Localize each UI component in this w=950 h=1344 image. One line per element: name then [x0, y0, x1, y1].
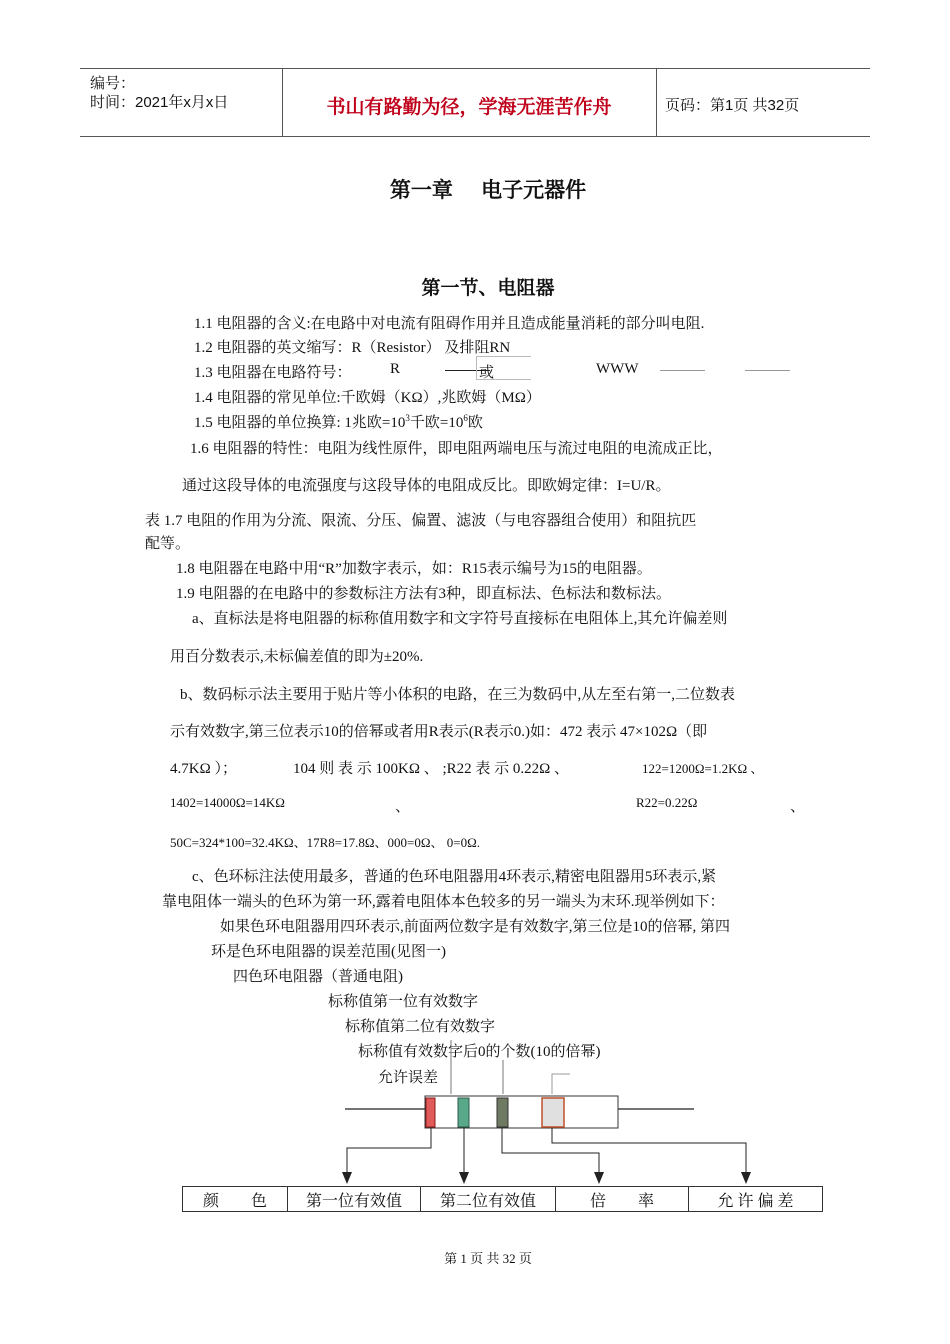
page-footer: 第 1 页 共 32 页 [444, 1251, 532, 1266]
item-1-3-or: 或 [479, 365, 495, 381]
item-1-3-symbol-www: WWW [596, 361, 639, 377]
para-b-line-1: b、数码标示法主要用于贴片等小体积的电路，在三为数码中,从左至右第一,二位数表 [180, 687, 736, 703]
item-1-2: 1.2 电阻器的英文缩写：R（Resistor） 及排阻RN [194, 340, 511, 356]
diagram-label-multiplier: 标称值有效数字后0的个数(10的倍幂) [358, 1044, 601, 1060]
para-b-line-2: 示有效数字,第三位表示10的倍幂或者用R表示(R表示0.)如：472 表示 47×102Ω（即 [170, 724, 708, 740]
item-1-5-exp-2: 6 [463, 413, 468, 423]
diagram-title: 四色环电阻器（普通电阻) [233, 969, 403, 985]
arrow-head-2 [459, 1172, 469, 1184]
diagram-label-first-digit: 标称值第一位有效数字 [328, 994, 479, 1010]
para-b-line-3-c: 122=1200Ω=1.2KΩ 、 [642, 761, 764, 776]
leader-line-3 [552, 1074, 570, 1094]
chapter-title: 第一章 电子元器件 [389, 178, 587, 202]
para-b-line-4-c: R22=0.22Ω [636, 795, 698, 810]
color-band-1 [426, 1098, 435, 1127]
item-1-9: 1.9 电阻器的在电路中的参数标注方法有3种，即直标法、色标法和数标法。 [176, 586, 672, 602]
item-1-4: 1.4 电阻器的常见单位:千欧姆（KΩ）,兆欧姆（MΩ） [194, 390, 541, 406]
item-1-6-line-1: 1.6 电阻器的特性：电阻为线性原件，即电阻两端电压与流过电阻的电流成正比， [190, 441, 723, 457]
arrow-path-3 [502, 1128, 599, 1174]
table-header-first-digit: 第一位有效值 [288, 1187, 421, 1212]
item-1-5-exp-1: 3 [405, 413, 410, 423]
para-c-line-4: 环是色环电阻器的误差范围(见图一) [211, 944, 446, 960]
para-b-line-3-b: 104 则 表 示 100KΩ 、 ;R22 表 示 0.22Ω 、 [293, 761, 570, 777]
arrow-path-1 [347, 1128, 431, 1174]
arrow-head-1 [342, 1172, 352, 1184]
para-c-line-3: 如果色环电阻器用四环表示,前面两位数字是有效数字,第三位是10的倍幂, 第四 [220, 919, 731, 935]
resistor-body [425, 1096, 618, 1128]
arrow-head-4 [741, 1172, 751, 1184]
item-1-1: 1.1 电阻器的含义:在电路中对电流有阻碍作用并且造成能量消耗的部分叫电阻. [194, 316, 705, 332]
item-1-8: 1.8 电阻器在电路中用“R”加数字表示，如：R15表示编号为15的电阻器。 [176, 561, 652, 577]
arrow-path-4 [552, 1128, 746, 1174]
para-b-line-5: 50C=324*100=32.4KΩ、17R8=17.8Ω、000=0Ω、 0=0Ω. [170, 835, 481, 850]
para-a-line-1: a、直标法是将电阻器的标称值用数字和文字符号直接标在电阻体上,其允许偏差则 [192, 611, 728, 627]
item-1-7-line-2: 配等。 [145, 536, 191, 552]
para-a-line-2: 用百分数表示,未标偏差值的即为±20%. [170, 649, 424, 665]
table-header-multiplier: 倍 率 [556, 1187, 689, 1212]
color-band-2 [458, 1098, 469, 1127]
arrow-head-3 [594, 1172, 604, 1184]
para-b-line-4-d: 、 [790, 799, 806, 815]
table-header-color: 颜 色 [183, 1187, 288, 1212]
item-1-3: 1.3 电阻器在电路符号： [194, 365, 352, 381]
item-1-7-line-1: 表 1.7 电阻的作用为分流、限流、分压、偏置、滤波（与电容器组合使用）和阻抗匹 [145, 513, 697, 529]
header-date-label: 时间：2021年x月x日 [90, 94, 229, 111]
item-1-5-b: 千欧=10 [409, 415, 464, 431]
header-motto: 书山有路勤为径，学海无涯苦作舟 [326, 96, 612, 118]
table-header-row [183, 1187, 823, 1212]
diagram-label-second-digit: 标称值第二位有效数字 [345, 1019, 496, 1035]
para-c-line-2: 靠电阻体一端头的色环为第一环,露着电阻体本色较多的另一端头为末环.现举例如下： [162, 894, 725, 910]
color-code-table [182, 1186, 823, 1212]
header-number-label: 编号： [90, 75, 136, 92]
table-header-second-digit: 第二位有效值 [421, 1187, 556, 1212]
item-1-5-c: 欧 [467, 415, 483, 431]
section-title: 第一节、电阻器 [421, 277, 555, 299]
color-band-3 [497, 1098, 508, 1127]
table-header-tolerance: 允 许 偏 差 [689, 1187, 823, 1212]
header-page-info: 页码：第1页 共32页 [665, 97, 800, 114]
para-b-line-4-b: 、 [395, 799, 411, 815]
para-b-line-3-a: 4.7KΩ ）； [170, 761, 237, 777]
diagram-label-tolerance: 允许误差 [378, 1070, 439, 1086]
para-c-line-1: c、色环标注法使用最多，普通的色环电阻器用4环表示,精密电阻器用5环表示,紧 [192, 869, 717, 885]
item-1-6-line-2: 通过这段导体的电流强度与这段导体的电阻成反比。即欧姆定律：I=U/R。 [182, 478, 671, 494]
item-1-5-a: 1.5 电阻器的单位换算: 1兆欧=10 [194, 415, 406, 431]
item-1-3-symbol-r: R [390, 361, 401, 377]
color-band-4 [542, 1098, 564, 1127]
para-b-line-4-a: 1402=14000Ω=14KΩ [170, 795, 285, 810]
